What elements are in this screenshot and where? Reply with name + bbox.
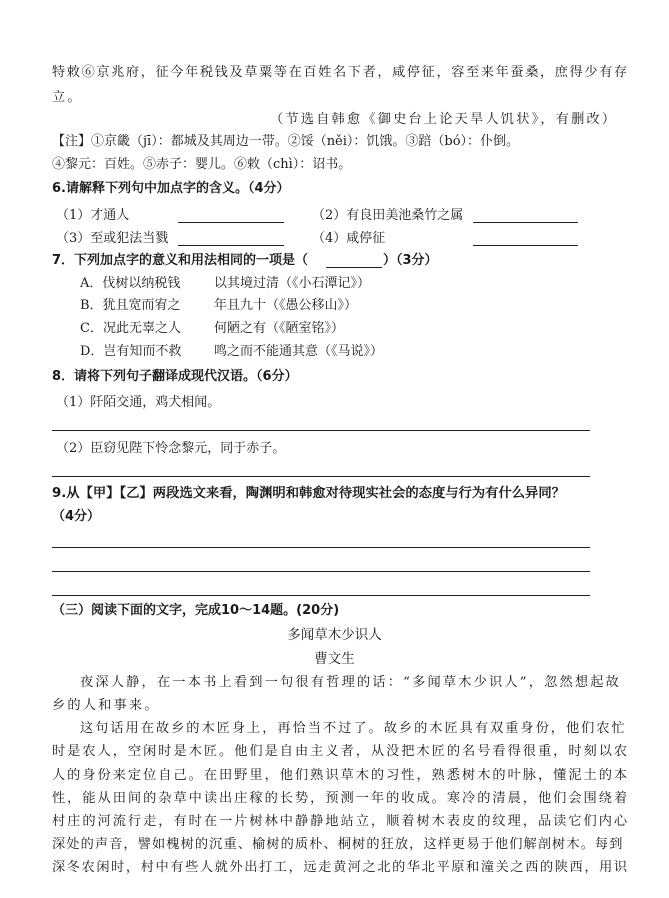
q7-option-right: 何陋之有（《陋室铭》） [214,321,345,336]
answer-line[interactable] [52,571,590,572]
q7-option-right: 年且九十（《愚公移山》） [214,298,358,313]
q6-item: （4）咸停征 [312,231,386,246]
question-9-prompt: 9.从【甲】【乙】两段选文来看，陶渊明和韩愈对待现实社会的态度与行为有什么异同？ [52,486,565,501]
answer-blank[interactable] [473,245,578,246]
article-line: 人的身份来定位自己。在田野里，他们熟识草木的习性，熟悉树木的叶脉，懂泥土的本 [52,768,630,783]
q8-sentence: （2）臣窃见陛下怜念黎元，同于赤子。 [56,441,286,456]
q6-item: （2）有良田美池桑竹之属 [312,208,464,223]
passage-source: （节选自韩愈《御史台上论天旱人饥状》，有删改） [270,112,618,127]
article-author: 曹文生 [314,651,355,667]
answer-blank[interactable] [178,222,284,223]
passage-line: 立。 [52,90,83,105]
passage-line: 特敕⑥京兆府，征今年税钱及草粟等在百姓名下者，咸停征，容至来年蚕桑，庶得少有存 [52,65,629,80]
q8-sentence: （1）阡陌交通，鸡犬相闻。 [56,395,221,410]
q6-item: （3）至或犯法当戮 [56,231,169,246]
answer-line[interactable] [52,595,590,596]
q6-item: （1）才通人 [56,208,130,223]
answer-line[interactable] [52,476,590,477]
article-line: 乡的人和事来。 [52,698,160,713]
q7-option-left: D．岂有知而不救 [80,344,182,359]
q7-option-right: 以其境过清（《小石潭记》） [214,276,371,291]
answer-blank[interactable] [473,222,578,223]
article-line: 深处的声音，譬如槐树的沉重、榆树的质朴、桐树的狂放，这样更易于他们解剖树木。每到 [52,837,624,852]
question-6-prompt: 6.请解释下列句中加点字的含义。（4分） [52,181,290,196]
article-line: 这句话用在故乡的木匠身上，再恰当不过了。故乡的木匠具有双重身份，他们农忙 [80,721,627,736]
question-7-prompt-score: ）（3分） [383,253,438,268]
q7-option-left: A．伐树以纳税钱 [80,276,181,291]
q7-option-left: C．况此无辜之人 [80,321,181,336]
article-line: 深冬农闲时，村中有些人就外出打工，远走黄河之北的华北平原和潼关之西的陕西，用识 [52,860,629,875]
q7-option-right: 鸣之而不能通其意（《马说》） [214,344,384,359]
article-line: 时是农人，空闲时是木匠。他们是自由主义者，从没把木匠的名号看得很重，时刻以农 [52,744,630,759]
q7-option-left: B．犹且宽而宥之 [80,298,181,313]
note-line: ④黎元：百姓。⑤赤子：婴儿。⑥敕（chì）：诏书。 [52,157,352,172]
section-heading: （三）阅读下面的文字，完成10～14题。(20分) [52,603,340,618]
question-9-score: （4分） [52,509,101,524]
note-line: 【注】①京畿（jī）：都城及其周边一带。②馁（něi）：饥饿。③踣（bó）：仆倒。 [52,134,520,149]
article-title: 多闻草木少识人 [287,627,382,643]
article-line: 夜深人静，在一本书上看到一句很有哲理的话：“多闻草木少识人”，忽然想起故 [80,675,622,690]
answer-blank[interactable] [326,267,382,268]
article-line: 性，能从田间的杂草中读出庄稼的长势，预测一年的收成。寒冷的清晨，他们会围绕着 [52,791,630,806]
answer-line[interactable] [52,547,590,548]
question-7-prompt: 7．下列加点字的意义和用法相同的一项是（ [52,253,309,268]
question-8-prompt: 8．请将下列句子翻译成现代汉语。（6分） [52,369,298,384]
answer-blank[interactable] [178,245,284,246]
article-line: 村庄的河流行走，有时在一片树林中静静地站立，顺着树木表皮的纹理，品读它们内心 [52,814,630,829]
answer-line[interactable] [52,430,590,431]
